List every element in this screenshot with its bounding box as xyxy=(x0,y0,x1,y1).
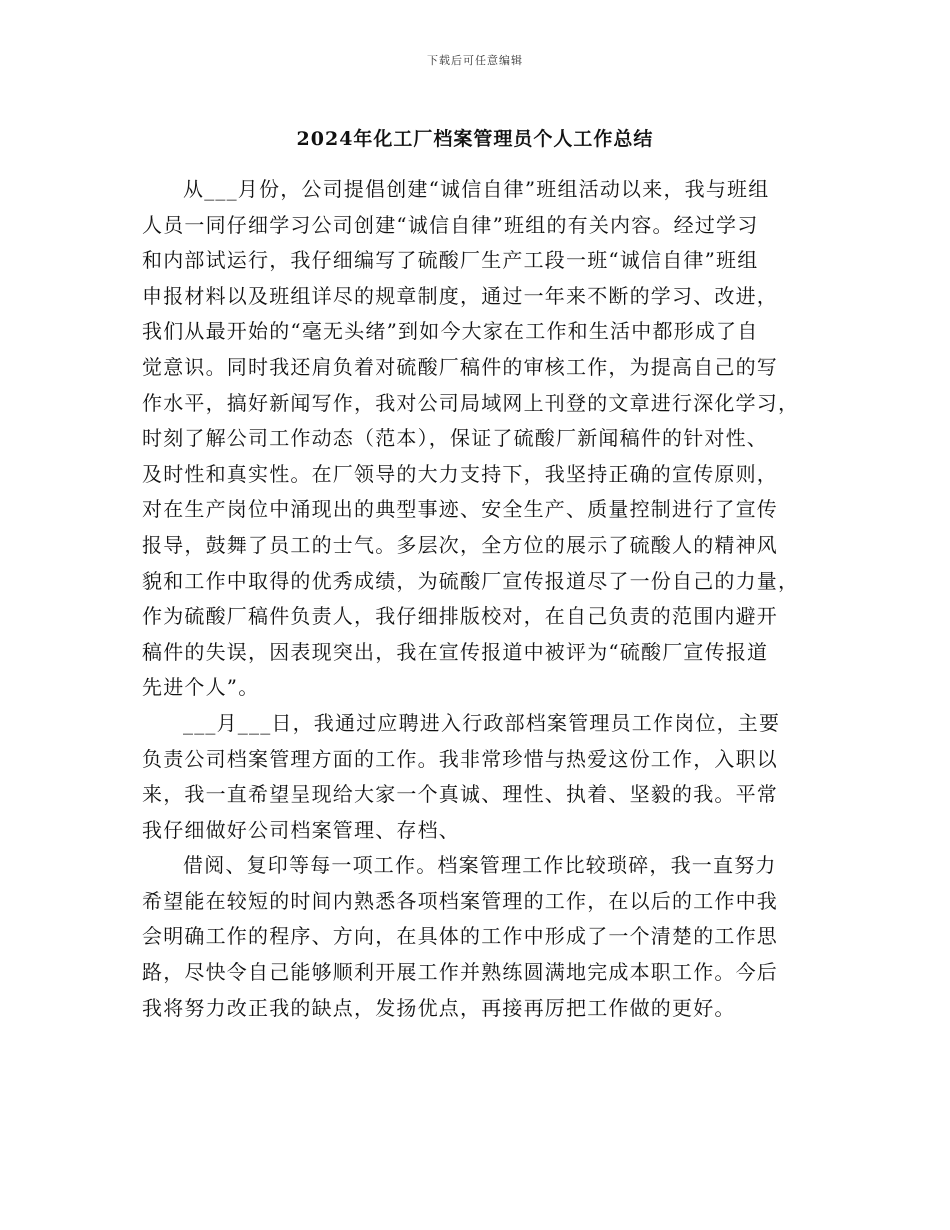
paragraph-1-line: 时刻了解公司工作动态（范本），保证了硫酸厂新闻稿件的针对性、 xyxy=(142,426,768,451)
paragraph-3-line: 借阅、复印等每一项工作。档案管理工作比较琐碎，我一直努力 xyxy=(183,853,777,878)
document-title: 2024年化工厂档案管理员个人工作总结 xyxy=(296,128,654,150)
paragraph-1-line: 稿件的失误，因表现突出，我在宣传报道中被评为“硫酸厂宣传报道 xyxy=(142,639,769,664)
paragraph-1-line: 貌和工作中取得的优秀成绩，为硫酸厂宣传报道尽了一份自己的力量， xyxy=(142,568,800,593)
paragraph-1-line: 申报材料以及班组详尽的规章制度，通过一年来不断的学习、改进， xyxy=(142,283,778,308)
paragraph-3-line: 我将努力改正我的缺点，发扬优点，再接再厉把工作做的更好。 xyxy=(142,995,736,1020)
paragraph-1-line: 及时性和真实性。在厂领导的大力支持下，我坚持正确的宣传原则， xyxy=(142,461,778,486)
paragraph-1-line: 我们从最开始的“毫无头绪”到如今大家在工作和生活中都形成了自 xyxy=(142,319,759,344)
page-header-note: 下载后可任意编辑 xyxy=(427,54,523,67)
document-body xyxy=(142,172,822,1026)
paragraph-1-line: 从___月份，公司提倡创建“诚信自律”班组活动以来，我与班组 xyxy=(183,177,770,201)
paragraph-1-line: 对在生产岗位中涌现出的典型事迹、安全生产、质量控制进行了宣传 xyxy=(142,497,778,522)
paragraph-3-line: 希望能在较短的时间内熟悉各项档案管理的工作，在以后的工作中我 xyxy=(142,888,778,913)
paragraph-1-line: 作水平，搞好新闻写作，我对公司局域网上刊登的文章进行深化学习， xyxy=(142,390,800,415)
paragraph-2-line: 来，我一直希望呈现给大家一个真诚、理性、执着、坚毅的我。平常 xyxy=(142,782,778,807)
paragraph-1-line: 报导，鼓舞了员工的士气。多层次，全方位的展示了硫酸人的精神风 xyxy=(142,532,778,557)
paragraph-2-line: 我仔细做好公司档案管理、存档、 xyxy=(142,817,460,842)
paragraph-2-line: 负责公司档案管理方面的工作。我非常珍惜与热爱这份工作，入职以 xyxy=(142,746,778,771)
paragraph-3-line: 会明确工作的程序、方向，在具体的工作中形成了一个清楚的工作思 xyxy=(142,924,778,949)
paragraph-3-line: 路，尽快令自己能够顺利开展工作并熟练圆满地完成本职工作。今后 xyxy=(142,960,778,985)
paragraph-2-line: ___月___日，我通过应聘进入行政部档案管理员工作岗位，主要 xyxy=(183,710,781,735)
paragraph-1-line: 人员一同仔细学习公司创建“诚信自律”班组的有关内容。经过学习 xyxy=(142,212,759,237)
paragraph-1-line: 觉意识。同时我还肩负着对硫酸厂稿件的审核工作，为提高自己的写 xyxy=(142,354,778,379)
paragraph-1-line: 作为硫酸厂稿件负责人，我仔细排版校对，在自己负责的范围内避开 xyxy=(142,604,778,629)
paragraph-1-line: 和内部试运行，我仔细编写了硫酸厂生产工段一班“诚信自律”班组 xyxy=(142,248,759,273)
paragraph-1-line: 先进个人”。 xyxy=(142,675,260,700)
